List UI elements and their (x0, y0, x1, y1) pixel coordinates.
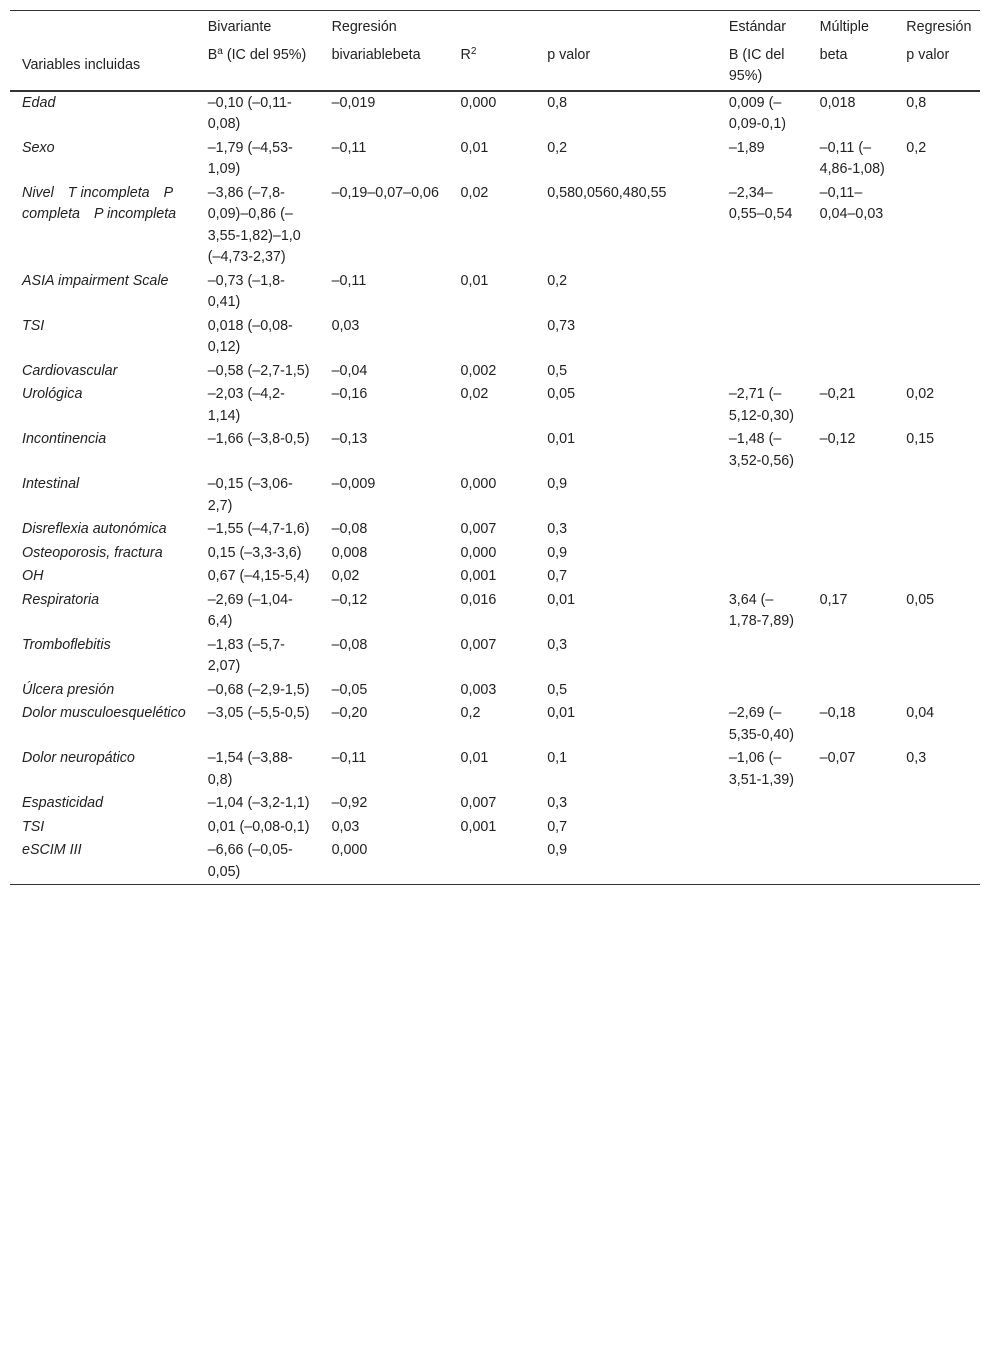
r2-cell (449, 315, 536, 360)
b-ic-cell: –0,58 (–2,7-1,5) (207, 362, 310, 379)
b-ic-cell: –0,73 (–1,8-0,41) (207, 272, 285, 310)
p-value-cell: 0,9 (547, 476, 568, 492)
variable-name: Cardiovascular (22, 362, 118, 379)
p-value-cell: 0,05 (547, 386, 576, 402)
r2-cell: 0,01 (460, 272, 489, 289)
beta-multiple-cell (808, 315, 895, 360)
beta-cell: –0,08 (331, 521, 368, 537)
p-value-cell: 0,8 (547, 94, 568, 111)
variable-name: Disreflexia autonómica (22, 521, 167, 537)
nivel-subcategory: P incompleta (94, 206, 177, 222)
beta-multiple-cell: –0,11 (–4,86-1,08) (819, 139, 885, 177)
r2-cell (449, 428, 536, 473)
b-ic-multiple-cell (717, 518, 808, 542)
beta-cell: –0,04 (331, 362, 368, 379)
beta-cell: –0,13 (331, 431, 368, 447)
r2-cell: 0,02 (460, 184, 489, 201)
beta-multiple-cell (808, 792, 895, 816)
p-value-multiple-cell: 0,15 (906, 431, 935, 447)
table-row (10, 428, 980, 473)
b-ic-cell: –1,79 (–4,53-1,09) (207, 139, 293, 177)
table-header (10, 11, 980, 91)
header-variables: Variables incluidas (22, 57, 141, 74)
beta-multiple-cell (808, 518, 895, 542)
p-value-multiple-cell (894, 270, 980, 315)
variable-name: Intestinal (22, 476, 80, 492)
b-ic-multiple-cell (717, 360, 808, 384)
beta-cell: –0,12 (331, 591, 368, 608)
beta-cell: –0,11 (331, 750, 367, 766)
header-cell: Múltiple (819, 19, 869, 35)
header-b-letter: B (207, 46, 218, 63)
nivel-subcategory: P completa (22, 184, 173, 222)
header-beta-bivariate: bivariablebeta (331, 46, 421, 63)
p-value-multiple-cell (894, 565, 980, 589)
r2-cell: 0,007 (460, 795, 497, 811)
beta-multiple-cell (808, 839, 895, 885)
p-value-multiple-cell: 0,2 (906, 139, 927, 156)
beta-cell: 0,03 (331, 317, 360, 334)
variable-name: Edad (22, 94, 56, 111)
beta-multiple-cell: –0,11–0,04–0,03 (819, 184, 884, 222)
header-beta-multiple: beta (819, 46, 848, 63)
header-cell: Estándar (728, 19, 787, 35)
r2-cell: 0,01 (460, 139, 489, 156)
table-wrapper (10, 10, 980, 885)
table-row (10, 702, 980, 747)
beta-multiple-cell: –0,07 (819, 750, 856, 766)
b-ic-multiple-cell (717, 270, 808, 315)
r2-cell: 0,007 (460, 636, 497, 653)
r2-cell: 0,001 (460, 818, 497, 835)
p-value-cell: 0,3 (547, 795, 568, 811)
p-value-cell: 0,2 (547, 139, 568, 156)
header-b-ic-multiple: B (IC del 95%) (728, 46, 785, 84)
b-ic-cell: –0,15 (–3,06-2,7) (207, 476, 293, 514)
p-value-multiple-cell: 0,02 (906, 386, 935, 402)
r2-cell: 0,007 (460, 521, 497, 537)
table-row (10, 182, 980, 270)
p-value-cell: 0,01 (547, 591, 576, 608)
p-value-cell: 0,5 (547, 362, 568, 379)
beta-multiple-cell: 0,17 (819, 591, 848, 608)
header-cell (449, 11, 536, 43)
r2-cell: 0,001 (460, 568, 497, 584)
p-value-cell: 0,5 (547, 681, 568, 698)
variable-name-nivel: Nivel (22, 184, 54, 201)
variable-name: OH (22, 568, 44, 584)
header-cell: Bivariante (207, 19, 272, 35)
beta-cell: –0,20 (331, 705, 368, 721)
table-row (10, 792, 980, 816)
p-value-cell: 0,2 (547, 272, 568, 289)
table-row (10, 816, 980, 840)
table-row (10, 360, 980, 384)
beta-multiple-cell (808, 270, 895, 315)
table-row (10, 270, 980, 315)
r2-cell: 0,000 (460, 94, 497, 111)
p-value-multiple-cell (894, 315, 980, 360)
b-ic-cell: –1,66 (–3,8-0,5) (207, 431, 310, 447)
b-ic-multiple-cell (717, 839, 808, 885)
b-ic-cell: –1,54 (–3,88-0,8) (207, 750, 293, 788)
header-cell: Regresión (331, 19, 397, 35)
b-ic-multiple-cell (717, 542, 808, 566)
p-value-cell: 0,3 (547, 636, 568, 653)
variable-name: ASIA impairment Scale (22, 272, 169, 289)
b-ic-cell: 0,01 (–0,08-0,1) (207, 818, 310, 835)
header-b-ic-text: (IC del 95%) (222, 46, 307, 63)
beta-cell: –0,019 (331, 94, 376, 111)
b-ic-multiple-cell: 3,64 (–1,78-7,89) (728, 591, 795, 629)
header-cell: Regresión (906, 19, 972, 35)
r2-cell: 0,000 (460, 544, 497, 561)
beta-multiple-cell (808, 565, 895, 589)
beta-cell: –0,009 (331, 476, 376, 492)
b-ic-cell: –3,05 (–5,5-0,5) (207, 705, 310, 721)
b-ic-cell: 0,15 (–3,3-3,6) (207, 544, 302, 561)
b-ic-cell: –2,69 (–1,04-6,4) (207, 591, 293, 629)
beta-multiple-cell: –0,21 (819, 386, 856, 402)
p-value-cell: 0,01 (547, 431, 576, 447)
beta-multiple-cell: –0,18 (819, 705, 856, 721)
beta-cell: –0,11 (331, 139, 367, 156)
header-r2-letter: R (460, 46, 471, 63)
beta-cell: –0,11 (331, 272, 367, 289)
header-row-1 (10, 11, 980, 43)
beta-cell: –0,08 (331, 636, 368, 653)
b-ic-multiple-cell: –2,71 (–5,12-0,30) (728, 386, 795, 424)
beta-multiple-cell (808, 473, 895, 518)
header-b-ic (196, 43, 320, 91)
r2-cell: 0,003 (460, 681, 497, 698)
beta-cell: 0,000 (331, 842, 368, 858)
p-value-multiple-cell (894, 542, 980, 566)
table-row (10, 747, 980, 792)
beta-multiple-cell: 0,018 (819, 94, 856, 111)
table-row (10, 473, 980, 518)
b-ic-cell: –1,55 (–4,7-1,6) (207, 521, 310, 537)
p-value-multiple-cell (894, 473, 980, 518)
p-value-cell: 0,01 (547, 705, 576, 721)
header-p-value: p valor (547, 46, 591, 63)
r2-cell: 0,000 (460, 476, 497, 492)
header-cell (535, 11, 717, 43)
variable-name: Tromboflebitis (22, 636, 111, 653)
p-value-multiple-cell (894, 182, 980, 270)
b-ic-cell: –3,86 (–7,8-0,09)–0,86 (–3,55-1,82)–1,0 (–4,73-2,37) (207, 184, 301, 265)
b-ic-multiple-cell (717, 679, 808, 703)
beta-multiple-cell (808, 634, 895, 679)
p-value-multiple-cell (894, 839, 980, 885)
p-value-cell: 0,9 (547, 544, 568, 561)
b-ic-cell: –0,68 (–2,9-1,5) (207, 681, 310, 698)
b-ic-multiple-cell: 0,009 (–0,09-0,1) (728, 94, 787, 132)
table-row (10, 518, 980, 542)
beta-multiple-cell (808, 816, 895, 840)
beta-cell: 0,03 (331, 818, 360, 835)
table-row (10, 679, 980, 703)
table-row (10, 589, 980, 634)
p-value-multiple-cell: 0,3 (906, 750, 927, 766)
table-row (10, 634, 980, 679)
p-value-cell: 0,7 (547, 818, 568, 835)
variable-name: TSI (22, 818, 45, 835)
regression-table (10, 10, 980, 885)
beta-multiple-cell (808, 360, 895, 384)
variable-name: Osteoporosis, fractura (22, 544, 163, 561)
p-value-cell: 0,9 (547, 842, 568, 858)
nivel-subcategory: T incompleta (67, 184, 150, 201)
b-ic-multiple-cell (717, 565, 808, 589)
variable-name: Espasticidad (22, 795, 104, 811)
footnote-marker: a (217, 45, 223, 57)
table-row (10, 565, 980, 589)
variable-name: TSI (22, 317, 45, 334)
b-ic-multiple-cell (717, 816, 808, 840)
beta-multiple-cell: –0,12 (819, 431, 856, 447)
p-value-cell: 0,7 (547, 568, 568, 584)
beta-cell: 0,008 (331, 544, 368, 561)
table-row (10, 137, 980, 182)
p-value-multiple-cell (894, 792, 980, 816)
p-value-cell: 0,1 (547, 750, 568, 766)
p-value-multiple-cell (894, 360, 980, 384)
b-ic-cell: –1,83 (–5,7-2,07) (207, 636, 285, 674)
beta-cell: –0,05 (331, 681, 368, 698)
variable-name: Dolor musculoesquelético (22, 705, 186, 721)
beta-cell: –0,19–0,07–0,06 (331, 184, 439, 201)
header-cell (10, 11, 196, 43)
r2-cell (449, 839, 536, 885)
variable-name: Sexo (22, 139, 55, 156)
variable-name: Incontinencia (22, 431, 107, 447)
b-ic-cell: 0,018 (–0,08-0,12) (207, 317, 293, 355)
table-body (10, 91, 980, 885)
header-r2 (449, 43, 536, 91)
r2-cell: 0,002 (460, 362, 497, 379)
p-value-cell: 0,73 (547, 317, 576, 334)
p-value-multiple-cell (894, 634, 980, 679)
variable-name: Úlcera presión (22, 681, 115, 698)
p-value-multiple-cell (894, 679, 980, 703)
b-ic-multiple-cell (717, 634, 808, 679)
variable-name: Urológica (22, 386, 83, 402)
beta-cell: –0,16 (331, 386, 368, 402)
table-row (10, 383, 980, 428)
b-ic-multiple-cell (717, 792, 808, 816)
p-value-cell: 0,3 (547, 521, 568, 537)
p-value-multiple-cell (894, 816, 980, 840)
r2-cell: 0,016 (460, 591, 497, 608)
b-ic-multiple-cell: –1,48 (–3,52-0,56) (728, 431, 795, 469)
beta-multiple-cell (808, 542, 895, 566)
b-ic-multiple-cell (717, 473, 808, 518)
table-row (10, 91, 980, 137)
b-ic-cell: –0,10 (–0,11-0,08) (207, 94, 292, 132)
b-ic-multiple-cell (717, 315, 808, 360)
b-ic-cell: –6,66 (–0,05-0,05) (207, 842, 293, 880)
b-ic-multiple-cell: –2,69 (–5,35-0,40) (728, 705, 795, 743)
header-r2-exponent: 2 (470, 45, 477, 57)
variable-name: Dolor neuropático (22, 750, 135, 766)
beta-cell: 0,02 (331, 568, 360, 584)
p-value-multiple-cell (894, 518, 980, 542)
header-p-value-multiple: p valor (906, 46, 950, 63)
table-row (10, 542, 980, 566)
r2-cell: 0,2 (460, 705, 481, 721)
table-row (10, 315, 980, 360)
header-row-2 (10, 43, 980, 91)
p-value-multiple-cell: 0,05 (906, 591, 935, 608)
b-ic-cell: 0,67 (–4,15-5,4) (207, 568, 310, 584)
p-value-cell: 0,580,0560,480,55 (547, 184, 667, 201)
p-value-multiple-cell: 0,8 (906, 94, 927, 111)
b-ic-multiple-cell: –1,06 (–3,51-1,39) (728, 750, 795, 788)
b-ic-cell: –2,03 (–4,2-1,14) (207, 386, 285, 424)
p-value-multiple-cell: 0,04 (906, 705, 935, 721)
b-ic-cell: –1,04 (–3,2-1,1) (207, 795, 310, 811)
variable-name: eSCIM III (22, 842, 82, 858)
r2-cell: 0,01 (460, 750, 489, 766)
r2-cell: 0,02 (460, 386, 489, 402)
table-row (10, 839, 980, 885)
variable-name (10, 182, 196, 270)
beta-multiple-cell (808, 679, 895, 703)
variable-name: Respiratoria (22, 591, 100, 608)
beta-cell: –0,92 (331, 795, 368, 811)
b-ic-multiple-cell: –2,34–0,55–0,54 (728, 184, 793, 222)
b-ic-multiple-cell: –1,89 (728, 139, 765, 156)
